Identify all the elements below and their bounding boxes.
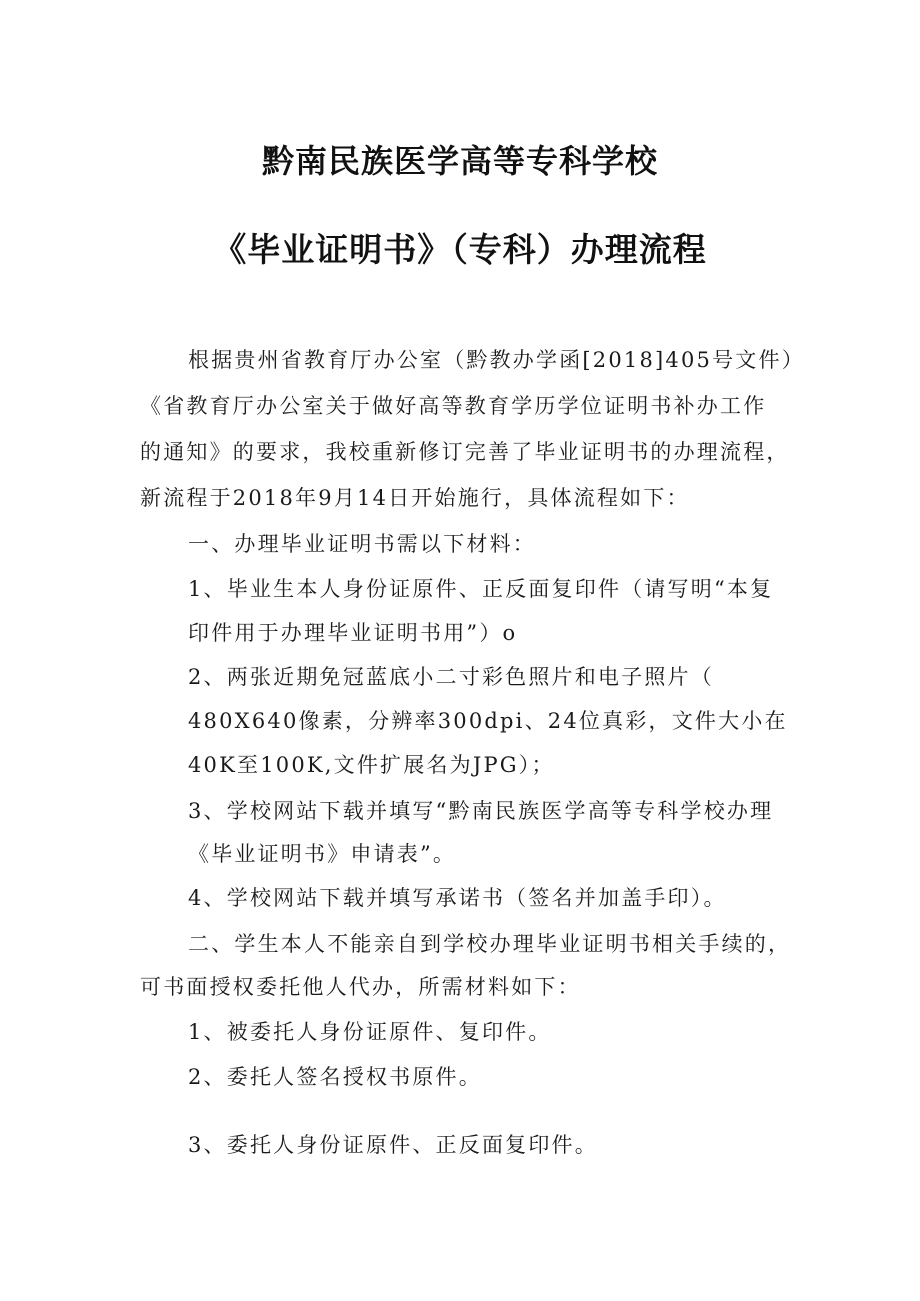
intro-line-3: 的通知》的要求，我校重新修订完善了毕业证明书的办理流程， [140,440,790,464]
s2-item1: 1、被委托人身份证原件、复印件。 [188,1020,552,1044]
section2-heading-line-2: 可书面授权委托他人代办，所需材料如下： [140,975,581,999]
section1-heading: 一、办理毕业证明书需以下材料： [188,532,536,556]
s1-item2-line-2: 480X640像素，分辨率300dpi、24位真彩，文件大小在 [188,709,788,733]
intro-line-2: 《省教育厅办公室关于做好高等教育学历学位证明书补办工作 [140,394,767,418]
s1-item4: 4、学校网站下载并填写承诺书（签名并加盖手印）。 [188,886,727,910]
s1-item2-line-3: 40K至100K,文件扩展名为JPG）； [188,753,555,777]
s1-item1-line-1: 1、毕业生本人身份证原件、正反面复印件（请写明“本复 [188,577,774,601]
s1-item1-line-2: 印件用于办理毕业证明书用”）o [188,621,518,645]
s1-item2-line-1: 2、两张近期免冠蓝底小二寸彩色照片和电子照片（ [188,665,714,689]
s1-item3-line-2: 《毕业证明书》申请表”。 [188,842,457,866]
s1-item3-line-1: 3、学校网站下载并填写“黔南民族医学高等专科学校办理 [188,799,774,823]
section2-heading-line-1: 二、学生本人不能亲自到学校办理毕业证明书相关手续的， [188,932,792,956]
document-title: 《毕业证明书》（专科）办理流程 [213,230,707,269]
school-name-title: 黔南民族医学高等专科学校 [261,142,658,180]
s2-item3: 3、委托人身份证原件、正反面复印件。 [188,1133,598,1157]
intro-line-1: 根据贵州省教育厅办公室（黔教办学函[2018]405号文件） [188,348,805,372]
s2-item2: 2、委托人签名授权书原件。 [188,1065,482,1089]
intro-line-4: 新流程于2018年9月14日开始施行，具体流程如下： [140,486,690,510]
